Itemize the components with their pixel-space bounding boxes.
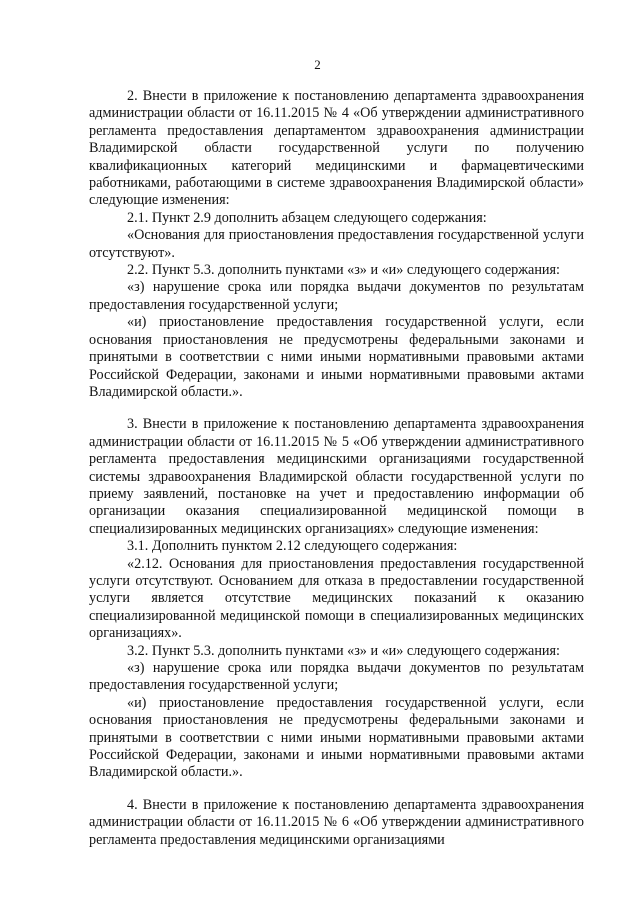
paragraph-3: 3. Внести в приложение к постановлению департамента здравоохранения администрации области от 16.11.2015 № 5 «Об утверждении административного регламента предоставления медицинскими организациями государственной системы здравоохранения Владимирской области государственной услуги по приему заявлений, постановке на учет и предоставлению информации об организации оказания специализированной медицинской помощи в специализированных медицинских организациях» следующие изменения:: [89, 416, 584, 537]
page-number: 2: [314, 57, 321, 72]
paragraph-3-2-i: «и) приостановление предоставления государственной услуги, если основания приостановления не предусмотрены федеральными законами и принятыми в соответствии с ними иными нормативными правовыми актами Российской Федерации, законами и иными нормативными правовыми актами Владимирской области.».: [89, 694, 584, 781]
paragraph-2-1-quote: «Основания для приостановления предоставления государственной услуги отсутствуют».: [89, 227, 584, 261]
paragraph-2: 2. Внести в приложение к постановлению департамента здравоохранения администрации области от 16.11.2015 № 4 «Об утверждении административного регламента предоставления департаментом здравоохранения администрации Владимирской области государственной услуги по получению квалификационных категорий медицинскими и фармацевтическими работниками, работающими в системе здравоохранения Владимирской области» следующие изменения:: [89, 88, 584, 209]
paragraph-3-1: 3.1. Дополнить пунктом 2.12 следующего содержания:: [127, 538, 458, 555]
paragraph-2-1: 2.1. Пункт 2.9 дополнить абзацем следующего содержания:: [127, 209, 487, 226]
paragraph-2-2: 2.2. Пункт 5.3. дополнить пунктами «з» и «и» следующего содержания:: [127, 262, 560, 279]
paragraph-3-1-quote: «2.12. Основания для приостановления предоставления государственной услуги отсутствуют. Основанием для отказа в предоставлении государственной услуги является отсутствие медицинских показаний к оказанию специализированной медицинской помощи в специализированных медицинских организациях».: [89, 555, 584, 642]
paragraph-2-2-i: «и) приостановление предоставления государственной услуги, если основания приостановления не предусмотрены федеральными законами и принятыми в соответствии с ними иными нормативными правовыми актами Российской Федерации, законами и иными нормативными правовыми актами Владимирской области.».: [89, 314, 584, 400]
paragraph-2-2-z: «з) нарушение срока или порядка выдачи документов по результатам предоставления государственной услуги;: [89, 279, 584, 313]
document-body: [89, 88, 584, 849]
paragraph-4: 4. Внести в приложение к постановлению департамента здравоохранения администрации области от 16.11.2015 № 6 «Об утверждении административного регламента предоставления медицинскими организациями: [89, 796, 584, 848]
paragraph-3-2-z: «з) нарушение срока или порядка выдачи документов по результатам предоставления государственной услуги;: [89, 660, 584, 694]
paragraph-3-2: 3.2. Пункт 5.3. дополнить пунктами «з» и «и» следующего содержания:: [127, 642, 560, 659]
